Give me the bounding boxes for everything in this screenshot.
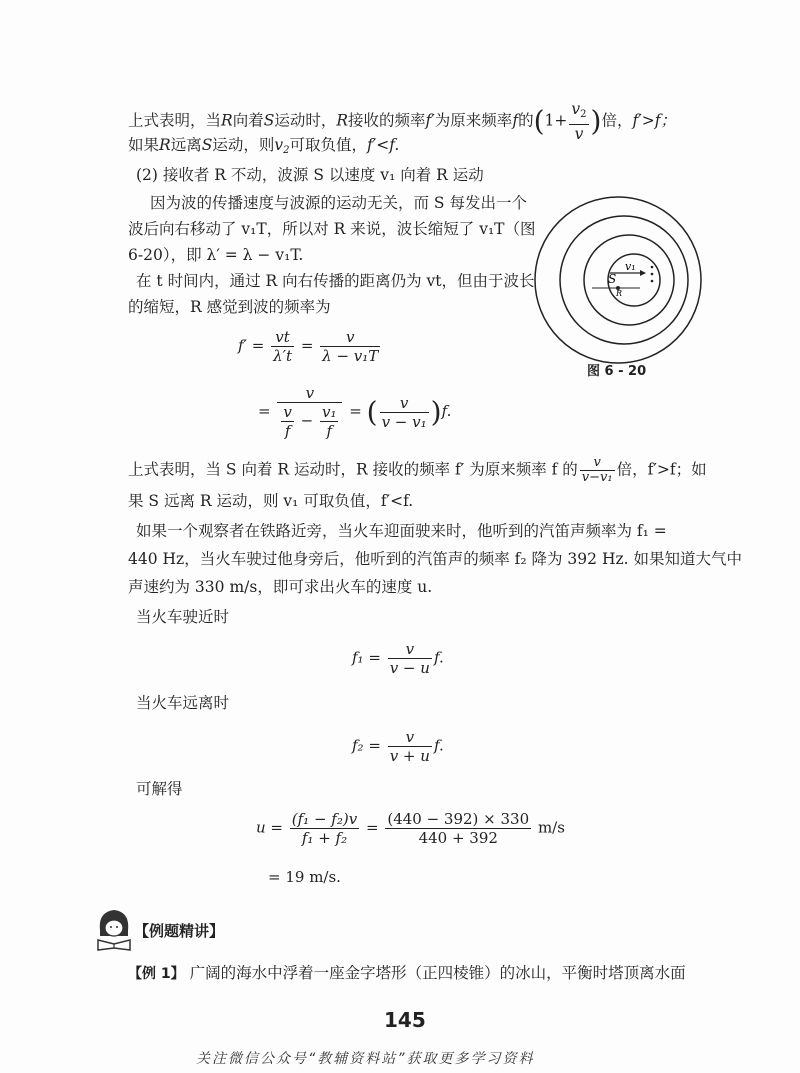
- text: 上式表明，当 S 向着 R 运动时，R 接收的频率 f′ 为原来频率 f 的: [128, 460, 578, 479]
- fraction: [385, 810, 531, 847]
- den: 440 + 392: [385, 828, 531, 847]
- den: λ − v₁T: [322, 347, 379, 365]
- num: v: [283, 403, 292, 421]
- section-title: 【例题精讲】: [134, 922, 225, 940]
- compound-fraction: [277, 384, 342, 440]
- label-v1: v₁: [625, 260, 636, 273]
- solve-result: = 19 m/s.: [268, 868, 341, 886]
- num: v: [305, 384, 315, 402]
- paragraph2-line1: [128, 456, 707, 485]
- num: v: [405, 640, 415, 658]
- dot: [651, 266, 654, 269]
- text: 倍，f′>f；如: [616, 460, 707, 479]
- text: 运动，则: [212, 136, 275, 154]
- fraction: [580, 456, 615, 485]
- equation1-line1: [238, 328, 382, 365]
- var-R: R: [221, 111, 233, 130]
- v2-sub: 2: [580, 109, 587, 120]
- paragraph2-line2: 果 S 远离 R 运动，则 v₁ 可取负值，f′<f.: [128, 492, 414, 510]
- case2-p2-line1: 在 t 时间内，通过 R 向右传播的距离仍为 vt，但由于波长: [136, 272, 535, 290]
- v2-main: v: [274, 136, 284, 154]
- num: v₁: [321, 403, 337, 421]
- den: [277, 402, 342, 440]
- eq-lhs: f′ =: [238, 336, 265, 355]
- inequality-2: f′<f.: [367, 136, 400, 154]
- paragraph1-line2: [128, 132, 399, 164]
- one-plus: 1+: [544, 111, 568, 130]
- paragraph3-line3: 声速约为 330 m/s，即可求出火车的速度 u.: [128, 578, 433, 596]
- tail: f.: [441, 402, 452, 420]
- v2-sub: 2: [283, 145, 290, 156]
- den: f₁ + f₂: [290, 828, 359, 847]
- solve-equation: [256, 810, 565, 847]
- equals: =: [258, 402, 271, 420]
- text: 为原来频率: [434, 111, 513, 130]
- text: 向着: [232, 111, 264, 130]
- var-S: S: [263, 111, 275, 130]
- v2-over-v-fraction: [569, 100, 588, 143]
- figure-caption: 图 6 - 20: [587, 364, 647, 379]
- arrow-head-icon: [640, 270, 646, 276]
- example-text: 广阔的海水中浮着一座金字塔形（正四棱锥）的冰山，平衡时塔顶离水面: [189, 964, 686, 982]
- solve-label: 可解得: [136, 780, 183, 798]
- example-tag: 【例 1】: [128, 966, 185, 982]
- fraction: [320, 328, 380, 365]
- paragraph3-line2: 440 Hz，当火车驶过他身旁后，他听到的汽笛声的频率 f₂ 降为 392 Hz. 如果知道大气中: [128, 550, 742, 568]
- den: λ′t: [273, 347, 293, 365]
- fraction: [290, 810, 359, 847]
- equation1-line2: = v $\frac{v}{f}$ − $\frac{\text{v₁}}{f}$ = ( $\frac{v}{\text{v − v₁}}$ )f.: [258, 384, 452, 440]
- var-R: R: [159, 136, 171, 154]
- var-fprime: f′: [425, 111, 435, 130]
- text: 上式表明，当: [128, 111, 222, 130]
- num: (440 − 392) × 330: [387, 810, 530, 828]
- text: 运动时，: [274, 111, 337, 130]
- case2-p1-line1: 因为波的传播速度与波源的运动无关，而 S 每发出一个: [150, 194, 527, 212]
- example-1-line: [128, 960, 686, 987]
- paragraph1-line1: 上式表明，当R向着S运动时，R接收的频率f′为原来频率f的(1+ $\frac{v_2}{v}$ )倍，f′>f；: [128, 100, 676, 143]
- case2-p1-line3: 6-20），即 λ′ = λ − v₁T.: [128, 246, 304, 264]
- fraction: [320, 403, 339, 440]
- num: v: [399, 393, 409, 412]
- text: 倍，: [601, 111, 633, 130]
- paragraph3-line1: 如果一个观察者在铁路近旁，当火车迎面驶来时，他听到的汽笛声频率为 f₁ =: [136, 522, 667, 540]
- label-R: R: [616, 289, 623, 298]
- v: v: [569, 124, 588, 143]
- fraction: [271, 328, 294, 365]
- fraction: [380, 394, 429, 431]
- approach-equation: [352, 640, 444, 677]
- num: vt: [275, 328, 290, 346]
- den: f: [320, 421, 339, 440]
- case2-p1-line2: 波后向右移动了 v₁T，所以对 R 来说，波长缩短了 v₁T（图: [128, 220, 536, 238]
- equals: =: [300, 336, 314, 355]
- inequality-1: f′>f；: [632, 111, 676, 130]
- fraction: [388, 640, 432, 677]
- den: f: [281, 421, 293, 440]
- tail: f.: [433, 736, 444, 755]
- equals: =: [365, 818, 379, 837]
- recede-label: 当火车远离时: [136, 694, 230, 712]
- den: v − u: [389, 659, 430, 677]
- eq-lhs: u =: [256, 818, 283, 837]
- minus: −: [300, 411, 314, 430]
- text: 接收的频率: [348, 111, 426, 130]
- case2-p2-line2: 的缩短，R 感觉到波的频率为: [128, 298, 331, 316]
- var-R: R: [336, 111, 349, 130]
- dot: [651, 280, 654, 283]
- v2: v: [571, 100, 581, 118]
- text: 远离: [170, 136, 202, 154]
- approach-label: 当火车驶近时: [136, 608, 230, 626]
- dot: [651, 273, 654, 276]
- recede-equation: [352, 728, 444, 765]
- den: v − v₁: [381, 412, 427, 431]
- tail: f.: [433, 648, 444, 667]
- text: 的: [518, 111, 534, 130]
- footer-note: 关注微信公众号“教辅资料站”获取更多学习资料: [196, 1051, 535, 1067]
- den: v−v₁: [581, 470, 613, 485]
- figure-6-20: [528, 190, 708, 370]
- equals: =: [349, 402, 362, 420]
- case2-heading: (2) 接收者 R 不动，波源 S 以速度 v₁ 向着 R 运动: [136, 166, 484, 184]
- text: 如果: [128, 136, 160, 154]
- student-reading-icon: [94, 906, 134, 952]
- unit: m/s: [537, 818, 565, 837]
- eq-lhs: f₁ =: [352, 648, 381, 667]
- num: v: [593, 455, 601, 470]
- num: (f₁ − f₂)v: [291, 810, 358, 828]
- text: 可取负值，: [289, 136, 367, 154]
- fraction: [281, 403, 293, 440]
- var-v2: [274, 136, 289, 154]
- fraction: [388, 728, 432, 765]
- den: v + u: [389, 747, 430, 765]
- var-f: f: [512, 111, 519, 130]
- num: v: [405, 728, 415, 746]
- var-S: S: [201, 136, 213, 154]
- eq-lhs: f₂ =: [352, 736, 381, 755]
- num: v: [345, 328, 355, 346]
- label-S: S: [608, 272, 617, 286]
- page-number: 145: [384, 1008, 426, 1032]
